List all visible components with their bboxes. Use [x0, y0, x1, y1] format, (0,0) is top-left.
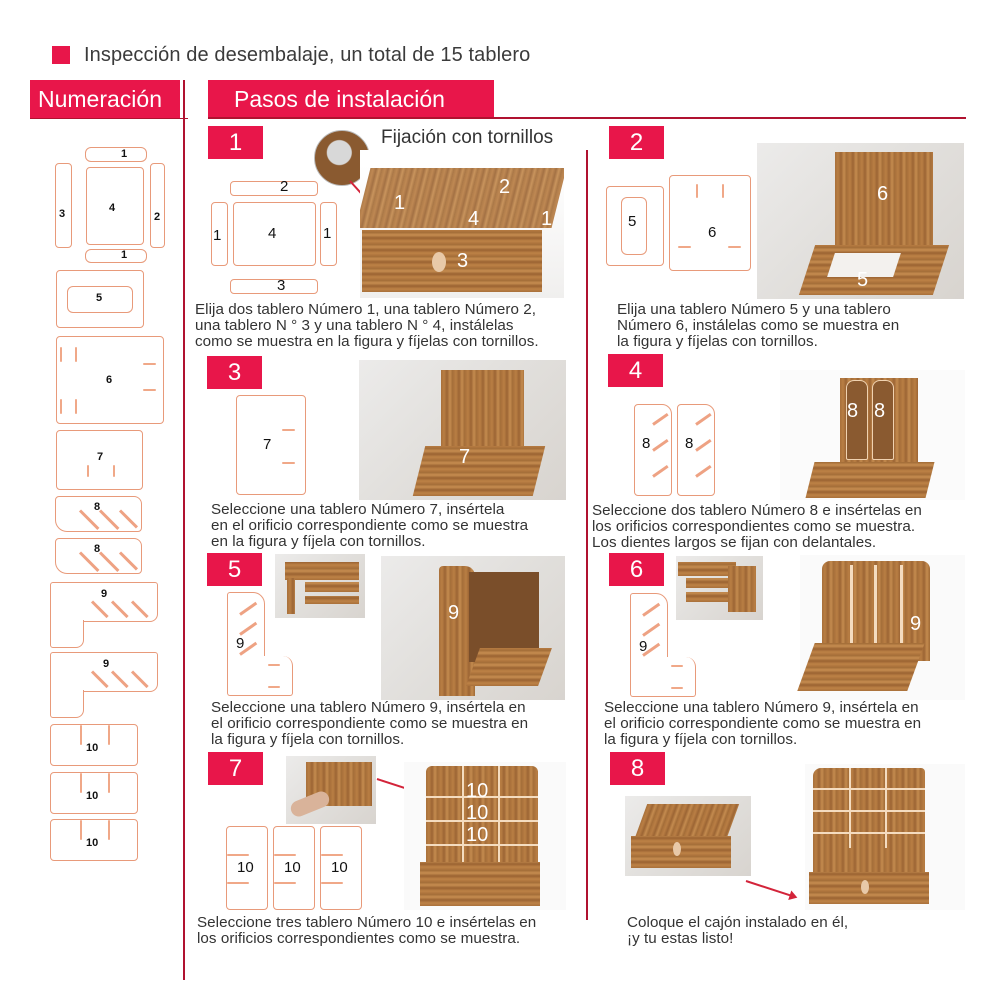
description-line: el orificio correspondiente como se muestra en [211, 715, 529, 732]
description-line: Elija una tablero Número 5 y una tablero [617, 301, 891, 318]
diagram-label: 8 [685, 435, 694, 452]
part-9-a [50, 582, 158, 622]
photo-label: 1 [394, 192, 406, 214]
diagram-label: 9 [639, 638, 648, 655]
bullet-square-icon [52, 46, 70, 64]
column-divider [586, 150, 588, 920]
photo-label: 10 [466, 824, 489, 846]
diagram-part [233, 202, 316, 266]
page-title-text: Inspección de desembalaje, un total de 15 tablero [84, 43, 531, 66]
part-label: 9 [101, 588, 108, 600]
step-photo-small [275, 554, 365, 618]
step-photo [360, 150, 564, 298]
page-title [52, 40, 530, 70]
diagram-label: 3 [277, 277, 286, 294]
drawer-photo [625, 796, 751, 876]
step-description [604, 700, 921, 748]
description-line: el orificio correspondiente como se muestra en [604, 715, 922, 732]
numbering-header: Numeración [30, 80, 180, 118]
step-description [592, 503, 922, 551]
description-line: Seleccione dos tablero Número 8 e insértelas en [592, 502, 922, 519]
part-label: 1 [121, 249, 128, 261]
photo-label: 3 [457, 250, 469, 272]
step-photo [780, 370, 965, 500]
part-6 [56, 336, 164, 424]
part-5 [56, 270, 144, 328]
step-badge: 3 [207, 356, 262, 389]
step-description [617, 302, 899, 350]
description-line: ¡y tu estas listo! [627, 930, 734, 947]
part-9-b-leg [50, 690, 84, 718]
arrow-icon [746, 880, 796, 898]
photo-label: 10 [466, 802, 489, 824]
diagram-label: 8 [642, 435, 651, 452]
steps-underline [208, 117, 966, 119]
step-badge: 4 [608, 354, 663, 387]
part-8-b [55, 538, 142, 574]
diagram-label: 9 [236, 635, 245, 652]
part-4 [86, 167, 144, 245]
diagram-part [211, 202, 228, 266]
description-line: la figura y fíjela con tornillos. [211, 731, 405, 748]
step-photo-small [676, 556, 763, 620]
diagram-part [630, 593, 668, 659]
part-9-a-leg [50, 620, 84, 648]
photo-label: 9 [448, 602, 460, 624]
diagram-part [273, 826, 315, 910]
diagram-label: 5 [628, 213, 637, 230]
description-line: Seleccione una tablero Número 7, insértela [211, 501, 505, 518]
part-label: 8 [94, 543, 101, 555]
diagram-part [606, 186, 664, 266]
part-label: 2 [154, 211, 161, 223]
part-9-b [50, 652, 158, 692]
part-10-b [50, 772, 138, 814]
part-1-top [85, 147, 147, 162]
step-photo [800, 555, 965, 700]
description-line: en el orificio correspondiente como se muestra [211, 517, 529, 534]
step-badge: 7 [208, 752, 263, 785]
diagram-label: 6 [708, 224, 717, 241]
part-label: 3 [59, 208, 66, 220]
step-description [197, 915, 536, 947]
photo-label: 9 [910, 613, 922, 635]
step-caption: Fijación con tornillos [381, 127, 554, 148]
step-description [211, 502, 528, 550]
step-badge: 8 [610, 752, 665, 785]
step-description [195, 302, 539, 350]
part-label: 10 [86, 837, 99, 849]
step-photo [404, 762, 566, 910]
part-10-a [50, 724, 138, 766]
part-label: 8 [94, 501, 101, 513]
diagram-part-base [630, 657, 696, 697]
part-10-c [50, 819, 138, 861]
description-line: Seleccione una tablero Número 9, insértela en [604, 699, 919, 716]
part-label: 10 [86, 790, 99, 802]
diagram-part [677, 404, 715, 496]
description-line: la figura y fíjelas con tornillos. [617, 333, 818, 350]
diagram-part [226, 826, 268, 910]
part-label: 7 [97, 451, 104, 463]
part-label: 6 [106, 374, 113, 386]
diagram-label: 1 [323, 225, 332, 242]
diagram-label: 10 [331, 859, 348, 876]
part-label: 10 [86, 742, 99, 754]
step-badge: 2 [609, 126, 664, 159]
step-photo [359, 360, 566, 500]
step-badge: 1 [208, 126, 263, 159]
photo-label: 8 [847, 400, 859, 422]
step-photo [757, 143, 964, 299]
diagram-part-base [227, 656, 293, 696]
photo-label: 4 [468, 208, 480, 230]
photo-label: 1 [541, 208, 553, 230]
step-photo-small [286, 756, 376, 824]
step-badge: 5 [207, 553, 262, 586]
diagram-label: 7 [263, 436, 272, 453]
description-line: una tablero N ° 3 y una tablero N ° 4, instálelas [195, 317, 514, 334]
numbering-underline [30, 118, 188, 119]
description-line: la figura y fíjela con tornillos. [604, 731, 798, 748]
step-photo [381, 556, 565, 700]
photo-label: 5 [857, 269, 869, 291]
steps-header: Pasos de instalación [208, 80, 494, 118]
part-1-bottom [85, 249, 147, 263]
diagram-label: 1 [213, 227, 222, 244]
diagram-part [227, 592, 265, 658]
description-line: Elija dos tablero Número 1, una tablero Número 2, [195, 301, 536, 318]
part-3 [55, 163, 72, 248]
photo-label: 6 [877, 183, 889, 205]
diagram-part [320, 826, 362, 910]
step-description [211, 700, 528, 748]
part-label: 1 [121, 148, 128, 160]
description-line: en la figura y fíjela con tornillos. [211, 533, 426, 550]
photo-label: 8 [874, 400, 886, 422]
diagram-label: 4 [268, 225, 277, 242]
description-line: como se muestra en la figura y fíjelas con tornillos. [195, 333, 539, 350]
numbering-divider [183, 80, 185, 980]
part-label: 9 [103, 658, 110, 670]
part-2 [150, 163, 165, 248]
diagram-part [230, 178, 318, 196]
diagram-label: 2 [280, 178, 289, 195]
diagram-part [230, 279, 318, 294]
final-product-photo [805, 764, 965, 910]
part-7 [56, 430, 143, 490]
diagram-part [236, 395, 306, 495]
photo-label: 10 [466, 780, 489, 802]
description-line: Número 6, instálelas como se muestra en [617, 317, 900, 334]
diagram-label: 10 [284, 859, 301, 876]
description-line: Seleccione tres tablero Número 10 e insértelas en [197, 914, 537, 931]
photo-label: 7 [459, 446, 471, 468]
diagram-part [634, 404, 672, 496]
description-line: Coloque el cajón instalado en él, [627, 914, 849, 931]
diagram-label: 10 [237, 859, 254, 876]
part-8-a [55, 496, 142, 532]
part-label: 5 [96, 292, 103, 304]
step-badge: 6 [609, 553, 664, 586]
diagram-part [669, 175, 751, 271]
step-description [627, 915, 848, 947]
description-line: Los dientes largos se fijan con delantales. [592, 534, 877, 551]
diagram-part [320, 202, 337, 266]
description-line: los orificios correspondientes como se muestra. [592, 518, 916, 535]
part-label: 4 [109, 202, 116, 214]
photo-label: 2 [499, 176, 511, 198]
description-line: los orificios correspondientes como se muestra. [197, 930, 521, 947]
description-line: Seleccione una tablero Número 9, insértela en [211, 699, 526, 716]
